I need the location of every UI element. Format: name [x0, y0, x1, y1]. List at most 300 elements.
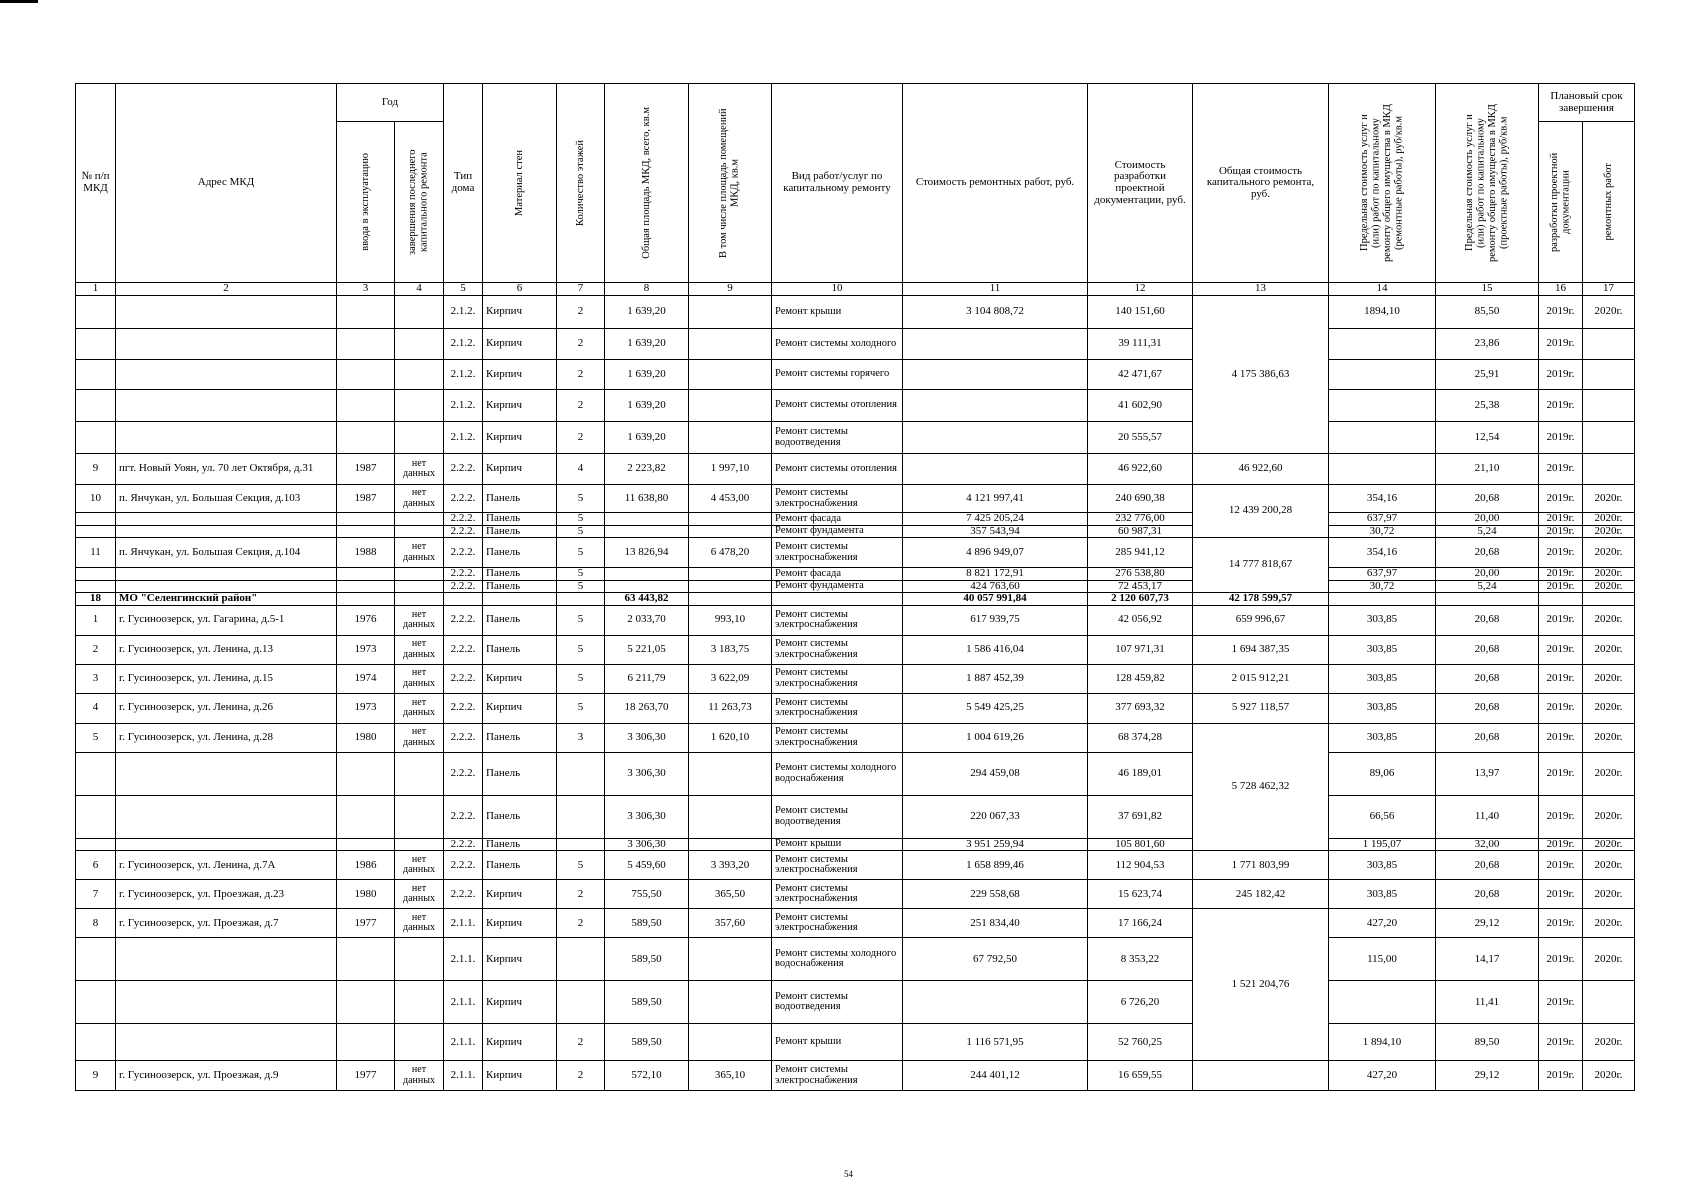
work-type-cell: Ремонт фасада: [772, 513, 903, 526]
total-area-cell: 2 223,82: [605, 454, 689, 485]
planned-design-year-cell: 2019г.: [1539, 693, 1583, 723]
header-planned-group: Плановый срок завершения: [1539, 84, 1635, 122]
table-row: [76, 593, 1635, 606]
wall-material-cell: Кирпич: [483, 909, 557, 938]
total-area-cell: [605, 580, 689, 593]
total-area-cell: 3 306,30: [605, 723, 689, 752]
header-floors-cell: [557, 84, 605, 283]
column-number: 10: [772, 283, 903, 296]
address-cell: г. Гусиноозерск, ул. Ленина, д.26: [116, 693, 337, 723]
premises-area-cell: [689, 422, 772, 454]
table-row: [76, 454, 1635, 485]
year-last-repair-cell: [395, 580, 444, 593]
planned-design-year-cell: 2019г.: [1539, 664, 1583, 693]
address-cell: [116, 568, 337, 581]
house-type-cell: 2.2.2.: [444, 525, 483, 538]
column-number: 6: [483, 283, 557, 296]
premises-area-cell: [689, 938, 772, 981]
wall-material-cell: Кирпич: [483, 1024, 557, 1061]
work-type-cell: Ремонт системы электроснабжения: [772, 538, 903, 568]
work-type-cell: Ремонт системы холодного водоснабжения: [772, 938, 903, 981]
floors-cell: 2: [557, 390, 605, 422]
work-type-cell: Ремонт крыши: [772, 838, 903, 851]
floors-cell: [557, 981, 605, 1024]
planned-repair-year-cell: 2020г.: [1583, 580, 1635, 593]
header-year-last-repair-cell: [395, 122, 444, 283]
year-commission-cell: [337, 568, 395, 581]
address-cell: п. Янчукан, ул. Большая Секция, д.103: [116, 485, 337, 513]
row-number-cell: 1: [76, 605, 116, 635]
year-commission-cell: [337, 422, 395, 454]
planned-repair-year-cell: 2020г.: [1583, 568, 1635, 581]
column-number: 1: [76, 283, 116, 296]
premises-area-cell: [689, 296, 772, 329]
total-area-cell: 2 033,70: [605, 605, 689, 635]
row-number-cell: [76, 513, 116, 526]
row-number-cell: 4: [76, 693, 116, 723]
floors-cell: 5: [557, 538, 605, 568]
total-cost-cell: [1193, 1061, 1329, 1091]
total-area-cell: 6 211,79: [605, 664, 689, 693]
house-type-cell: [444, 593, 483, 606]
work-type-cell: Ремонт системы горячего: [772, 360, 903, 390]
limit-repair-cell: [1329, 390, 1436, 422]
total-cost-cell: 4 175 386,63: [1193, 296, 1329, 454]
header-repair-cost: Стоимость ремонтных работ, руб.: [903, 84, 1088, 283]
table-row: [76, 329, 1635, 360]
wall-material-cell: Панель: [483, 605, 557, 635]
header-planned-design: разработки проектной документации: [1548, 152, 1572, 252]
total-area-cell: 3 306,30: [605, 838, 689, 851]
page-number: 54: [844, 1169, 853, 1179]
work-type-cell: Ремонт системы водоотведения: [772, 422, 903, 454]
limit-design-cell: 5,24: [1436, 580, 1539, 593]
design-cost-cell: 39 111,31: [1088, 329, 1193, 360]
work-type-cell: Ремонт фундамента: [772, 525, 903, 538]
repair-cost-cell: 220 067,33: [903, 795, 1088, 838]
limit-design-cell: 21,10: [1436, 454, 1539, 485]
address-cell: г. Гусиноозерск, ул. Ленина, д.15: [116, 664, 337, 693]
table-row: [76, 752, 1635, 795]
repair-cost-cell: 251 834,40: [903, 909, 1088, 938]
work-type-cell: Ремонт системы электроснабжения: [772, 723, 903, 752]
header-premises-area: В том числе площадь помещений МКД, кв.м: [718, 108, 741, 258]
wall-material-cell: Кирпич: [483, 390, 557, 422]
limit-design-cell: 89,50: [1436, 1024, 1539, 1061]
house-type-cell: 2.2.2.: [444, 851, 483, 880]
year-last-repair-cell: нет данных: [395, 693, 444, 723]
floors-cell: 2: [557, 1061, 605, 1091]
total-area-cell: 18 263,70: [605, 693, 689, 723]
limit-design-cell: 85,50: [1436, 296, 1539, 329]
total-area-cell: 755,50: [605, 880, 689, 909]
total-area-cell: 5 221,05: [605, 635, 689, 664]
address-cell: [116, 390, 337, 422]
wall-material-cell: Кирпич: [483, 1061, 557, 1091]
address-cell: г. Гусиноозерск, ул. Проезжая, д.23: [116, 880, 337, 909]
floors-cell: 5: [557, 525, 605, 538]
floors-cell: 2: [557, 329, 605, 360]
work-type-cell: Ремонт системы водоотведения: [772, 795, 903, 838]
limit-repair-cell: 1894,10: [1329, 296, 1436, 329]
planned-design-year-cell: 2019г.: [1539, 422, 1583, 454]
wall-material-cell: Кирпич: [483, 693, 557, 723]
header-address: Адрес МКД: [116, 84, 337, 283]
repair-cost-cell: 4 121 997,41: [903, 485, 1088, 513]
premises-area-cell: 3 393,20: [689, 851, 772, 880]
house-type-cell: 2.1.1.: [444, 938, 483, 981]
limit-design-cell: 5,24: [1436, 525, 1539, 538]
limit-repair-cell: 1 195,07: [1329, 838, 1436, 851]
repair-cost-cell: 5 549 425,25: [903, 693, 1088, 723]
house-type-cell: 2.2.2.: [444, 485, 483, 513]
column-number: 14: [1329, 283, 1436, 296]
limit-design-cell: 20,68: [1436, 693, 1539, 723]
column-number: 17: [1583, 283, 1635, 296]
table-row: [76, 1061, 1635, 1091]
design-cost-cell: 377 693,32: [1088, 693, 1193, 723]
planned-design-year-cell: 2019г.: [1539, 909, 1583, 938]
row-number-cell: [76, 568, 116, 581]
planned-repair-year-cell: 2020г.: [1583, 693, 1635, 723]
table-row: [76, 580, 1635, 593]
header-year-commission-cell: [337, 122, 395, 283]
planned-repair-year-cell: 2020г.: [1583, 909, 1635, 938]
header-year-group: Год: [337, 84, 444, 122]
limit-design-cell: 20,68: [1436, 880, 1539, 909]
column-number: 12: [1088, 283, 1193, 296]
year-commission-cell: 1977: [337, 909, 395, 938]
wall-material-cell: Панель: [483, 568, 557, 581]
limit-design-cell: 32,00: [1436, 838, 1539, 851]
floors-cell: [557, 938, 605, 981]
address-cell: [116, 1024, 337, 1061]
address-cell: [116, 838, 337, 851]
header-house-type: Тип дома: [444, 84, 483, 283]
total-area-cell: 63 443,82: [605, 593, 689, 606]
table-row: [76, 723, 1635, 752]
limit-repair-cell: 303,85: [1329, 723, 1436, 752]
year-commission-cell: [337, 525, 395, 538]
year-commission-cell: 1988: [337, 538, 395, 568]
house-type-cell: 2.2.2.: [444, 513, 483, 526]
design-cost-cell: 2 120 607,73: [1088, 593, 1193, 606]
wall-material-cell: Панель: [483, 538, 557, 568]
year-commission-cell: [337, 981, 395, 1024]
limit-repair-cell: 1 894,10: [1329, 1024, 1436, 1061]
table-row: [76, 605, 1635, 635]
header-limit-repair: Предельная стоимость услуг и (или) работ по капитальному ремонту общего имущества в МКД (ремонтные работы), руб/кв.м: [1358, 104, 1405, 262]
limit-design-cell: 20,00: [1436, 513, 1539, 526]
floors-cell: [557, 593, 605, 606]
year-last-repair-cell: нет данных: [395, 485, 444, 513]
limit-design-cell: 20,68: [1436, 538, 1539, 568]
planned-design-year-cell: 2019г.: [1539, 851, 1583, 880]
repair-cost-cell: [903, 390, 1088, 422]
table-row: [76, 296, 1635, 329]
wall-material-cell: Кирпич: [483, 880, 557, 909]
year-commission-cell: 1973: [337, 635, 395, 664]
work-type-cell: Ремонт системы электроснабжения: [772, 485, 903, 513]
house-type-cell: 2.1.2.: [444, 329, 483, 360]
total-area-cell: [605, 513, 689, 526]
design-cost-cell: 42 471,67: [1088, 360, 1193, 390]
house-type-cell: 2.1.1.: [444, 981, 483, 1024]
floors-cell: 5: [557, 851, 605, 880]
limit-repair-cell: [1329, 422, 1436, 454]
repair-cost-cell: 617 939,75: [903, 605, 1088, 635]
planned-repair-year-cell: [1583, 329, 1635, 360]
address-cell: г. Гусиноозерск, ул. Гагарина, д.5-1: [116, 605, 337, 635]
planned-design-year-cell: 2019г.: [1539, 880, 1583, 909]
year-commission-cell: 1987: [337, 454, 395, 485]
column-number: 15: [1436, 283, 1539, 296]
repair-cost-cell: [903, 329, 1088, 360]
header-total-area-cell: [605, 84, 689, 283]
total-area-cell: 572,10: [605, 1061, 689, 1091]
row-number-cell: [76, 390, 116, 422]
limit-design-cell: 13,97: [1436, 752, 1539, 795]
design-cost-cell: 46 189,01: [1088, 752, 1193, 795]
address-cell: [116, 938, 337, 981]
planned-repair-year-cell: [1583, 593, 1635, 606]
table-row: [76, 635, 1635, 664]
planned-repair-year-cell: 2020г.: [1583, 1061, 1635, 1091]
wall-material-cell: Кирпич: [483, 938, 557, 981]
repair-cost-cell: 1 116 571,95: [903, 1024, 1088, 1061]
limit-repair-cell: 303,85: [1329, 635, 1436, 664]
wall-material-cell: Кирпич: [483, 422, 557, 454]
limit-design-cell: 20,68: [1436, 851, 1539, 880]
header-premises-area-cell: [689, 84, 772, 283]
total-area-cell: 3 306,30: [605, 752, 689, 795]
table-row: [76, 422, 1635, 454]
floors-cell: 2: [557, 1024, 605, 1061]
premises-area-cell: [689, 593, 772, 606]
wall-material-cell: Панель: [483, 485, 557, 513]
limit-design-cell: 23,86: [1436, 329, 1539, 360]
floors-cell: 5: [557, 605, 605, 635]
house-type-cell: 2.1.1.: [444, 909, 483, 938]
column-number: 8: [605, 283, 689, 296]
address-cell: [116, 981, 337, 1024]
design-cost-cell: 8 353,22: [1088, 938, 1193, 981]
work-type-cell: Ремонт системы холодного: [772, 329, 903, 360]
header-limit-design: Предельная стоимость услуг и (или) работ по капитальному ремонту общего имущества в МКД (проектные работы), руб/кв.м: [1463, 104, 1510, 262]
planned-repair-year-cell: 2020г.: [1583, 851, 1635, 880]
wall-material-cell: Панель: [483, 723, 557, 752]
limit-design-cell: [1436, 593, 1539, 606]
address-cell: МО "Селенгинский район": [116, 593, 337, 606]
floors-cell: 5: [557, 513, 605, 526]
premises-area-cell: 11 263,73: [689, 693, 772, 723]
planned-design-year-cell: 2019г.: [1539, 752, 1583, 795]
wall-material-cell: Панель: [483, 580, 557, 593]
wall-material-cell: Кирпич: [483, 981, 557, 1024]
house-type-cell: 2.1.2.: [444, 422, 483, 454]
row-number-cell: 8: [76, 909, 116, 938]
premises-area-cell: [689, 752, 772, 795]
table-row: [76, 525, 1635, 538]
year-last-repair-cell: нет данных: [395, 880, 444, 909]
repair-cost-cell: 229 558,68: [903, 880, 1088, 909]
table-row: [76, 938, 1635, 981]
house-type-cell: 2.2.2.: [444, 880, 483, 909]
year-last-repair-cell: [395, 360, 444, 390]
planned-design-year-cell: 2019г.: [1539, 723, 1583, 752]
design-cost-cell: 17 166,24: [1088, 909, 1193, 938]
work-type-cell: Ремонт системы водоотведения: [772, 981, 903, 1024]
premises-area-cell: [689, 329, 772, 360]
year-last-repair-cell: [395, 329, 444, 360]
limit-repair-cell: 303,85: [1329, 605, 1436, 635]
row-number-cell: [76, 296, 116, 329]
planned-repair-year-cell: [1583, 981, 1635, 1024]
year-last-repair-cell: нет данных: [395, 605, 444, 635]
total-cost-cell: 5 728 462,32: [1193, 723, 1329, 851]
work-type-cell: Ремонт системы электроснабжения: [772, 909, 903, 938]
repair-cost-cell: [903, 360, 1088, 390]
year-commission-cell: 1976: [337, 605, 395, 635]
total-cost-cell: 1 521 204,76: [1193, 909, 1329, 1061]
wall-material-cell: Кирпич: [483, 664, 557, 693]
repair-cost-cell: 1 586 416,04: [903, 635, 1088, 664]
planned-repair-year-cell: 2020г.: [1583, 723, 1635, 752]
work-type-cell: Ремонт системы электроснабжения: [772, 605, 903, 635]
planned-repair-year-cell: 2020г.: [1583, 838, 1635, 851]
total-cost-cell: 245 182,42: [1193, 880, 1329, 909]
table-row: [76, 795, 1635, 838]
row-number-cell: 11: [76, 538, 116, 568]
floors-cell: 2: [557, 422, 605, 454]
limit-design-cell: 14,17: [1436, 938, 1539, 981]
total-cost-cell: 1 694 387,35: [1193, 635, 1329, 664]
year-commission-cell: [337, 752, 395, 795]
house-type-cell: 2.2.2.: [444, 795, 483, 838]
year-commission-cell: [337, 938, 395, 981]
work-type-cell: Ремонт системы электроснабжения: [772, 851, 903, 880]
row-number-cell: 9: [76, 1061, 116, 1091]
row-number-cell: [76, 838, 116, 851]
total-area-cell: 5 459,60: [605, 851, 689, 880]
premises-area-cell: [689, 390, 772, 422]
row-number-cell: [76, 422, 116, 454]
header-total-cost: Общая стоимость капитального ремонта, руб.: [1193, 84, 1329, 283]
year-last-repair-cell: [395, 390, 444, 422]
total-cost-cell: 12 439 200,28: [1193, 485, 1329, 538]
year-commission-cell: 1973: [337, 693, 395, 723]
year-last-repair-cell: [395, 296, 444, 329]
limit-design-cell: 25,38: [1436, 390, 1539, 422]
address-cell: [116, 329, 337, 360]
year-last-repair-cell: [395, 752, 444, 795]
limit-repair-cell: 303,85: [1329, 664, 1436, 693]
planned-design-year-cell: 2019г.: [1539, 360, 1583, 390]
repair-cost-cell: 40 057 991,84: [903, 593, 1088, 606]
floors-cell: 2: [557, 880, 605, 909]
year-commission-cell: [337, 390, 395, 422]
limit-design-cell: 29,12: [1436, 1061, 1539, 1091]
total-area-cell: 13 826,94: [605, 538, 689, 568]
work-type-cell: Ремонт системы электроснабжения: [772, 880, 903, 909]
limit-repair-cell: [1329, 329, 1436, 360]
repair-cost-cell: 424 763,60: [903, 580, 1088, 593]
wall-material-cell: Панель: [483, 752, 557, 795]
repair-cost-cell: 67 792,50: [903, 938, 1088, 981]
house-type-cell: 2.2.2.: [444, 664, 483, 693]
planned-design-year-cell: 2019г.: [1539, 605, 1583, 635]
house-type-cell: 2.2.2.: [444, 838, 483, 851]
total-cost-cell: 42 178 599,57: [1193, 593, 1329, 606]
planned-design-year-cell: 2019г.: [1539, 838, 1583, 851]
repair-cost-cell: 244 401,12: [903, 1061, 1088, 1091]
floors-cell: [557, 838, 605, 851]
house-type-cell: 2.1.1.: [444, 1061, 483, 1091]
planned-design-year-cell: 2019г.: [1539, 454, 1583, 485]
year-commission-cell: [337, 360, 395, 390]
floors-cell: [557, 795, 605, 838]
year-last-repair-cell: [395, 938, 444, 981]
table-row: [76, 513, 1635, 526]
limit-repair-cell: 303,85: [1329, 851, 1436, 880]
limit-design-cell: 12,54: [1436, 422, 1539, 454]
design-cost-cell: 16 659,55: [1088, 1061, 1193, 1091]
header-work-type: Вид работ/услуг по капитальному ремонту: [772, 84, 903, 283]
limit-repair-cell: 30,72: [1329, 580, 1436, 593]
limit-repair-cell: 115,00: [1329, 938, 1436, 981]
design-cost-cell: 232 776,00: [1088, 513, 1193, 526]
year-last-repair-cell: нет данных: [395, 851, 444, 880]
planned-design-year-cell: 2019г.: [1539, 525, 1583, 538]
planned-repair-year-cell: 2020г.: [1583, 635, 1635, 664]
table-row: [76, 485, 1635, 513]
planned-repair-year-cell: 2020г.: [1583, 605, 1635, 635]
year-last-repair-cell: нет данных: [395, 454, 444, 485]
work-type-cell: [772, 593, 903, 606]
address-cell: [116, 513, 337, 526]
year-last-repair-cell: нет данных: [395, 538, 444, 568]
work-type-cell: Ремонт крыши: [772, 296, 903, 329]
year-last-repair-cell: нет данных: [395, 1061, 444, 1091]
house-type-cell: 2.1.2.: [444, 390, 483, 422]
address-cell: пгт. Новый Уоян, ул. 70 лет Октября, д.31: [116, 454, 337, 485]
wall-material-cell: Кирпич: [483, 296, 557, 329]
limit-design-cell: 11,40: [1436, 795, 1539, 838]
year-last-repair-cell: [395, 593, 444, 606]
premises-area-cell: [689, 981, 772, 1024]
repair-cost-cell: 1 887 452,39: [903, 664, 1088, 693]
wall-material-cell: Панель: [483, 838, 557, 851]
wall-material-cell: Панель: [483, 795, 557, 838]
table-row: [76, 568, 1635, 581]
column-number: 3: [337, 283, 395, 296]
header-year-last-repair: завершения последнего капитального ремонта: [407, 149, 430, 255]
total-area-cell: 1 639,20: [605, 329, 689, 360]
total-cost-cell: 5 927 118,57: [1193, 693, 1329, 723]
design-cost-cell: 15 623,74: [1088, 880, 1193, 909]
planned-design-year-cell: 2019г.: [1539, 795, 1583, 838]
planned-repair-year-cell: 2020г.: [1583, 752, 1635, 795]
total-area-cell: 3 306,30: [605, 795, 689, 838]
total-area-cell: 589,50: [605, 909, 689, 938]
premises-area-cell: [689, 568, 772, 581]
premises-area-cell: 3 183,75: [689, 635, 772, 664]
limit-design-cell: 25,91: [1436, 360, 1539, 390]
year-commission-cell: [337, 838, 395, 851]
planned-repair-year-cell: 2020г.: [1583, 664, 1635, 693]
year-commission-cell: [337, 329, 395, 360]
house-type-cell: 2.2.2.: [444, 605, 483, 635]
